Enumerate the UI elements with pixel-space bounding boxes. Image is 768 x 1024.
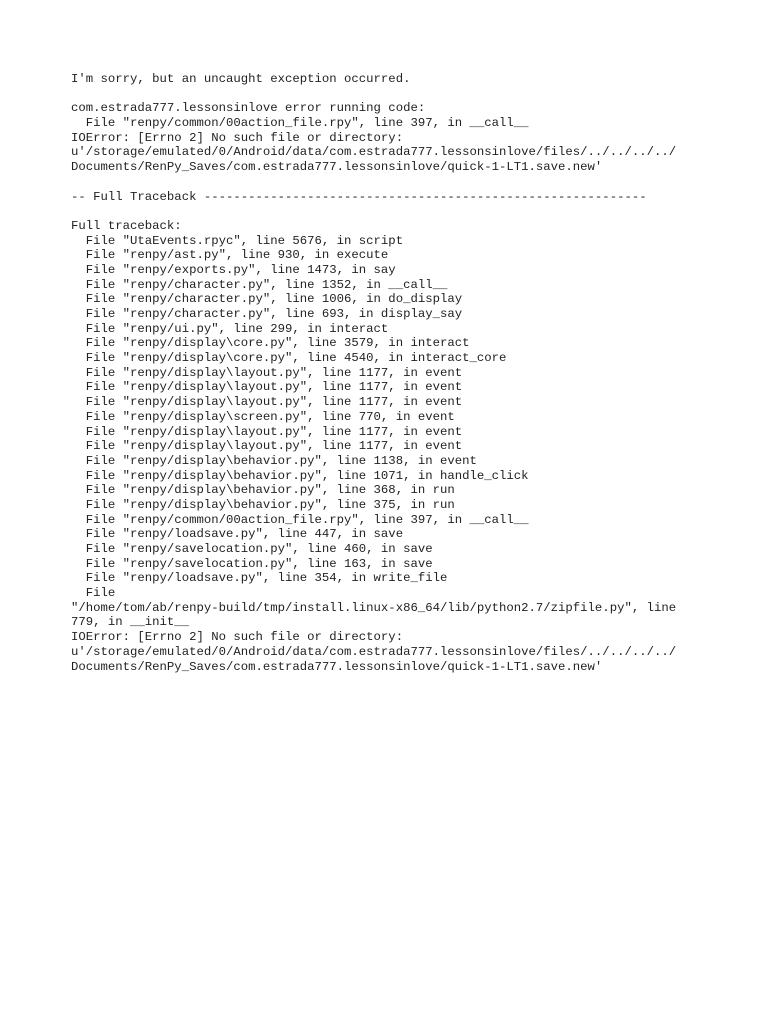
traceback-line: File "renpy/common/00action_file.rpy", line 397, in __call__: [71, 512, 529, 527]
summary-line: u'/storage/emulated/0/Android/data/com.estrada777.lessonsinlove/files/../../../../: [71, 145, 677, 160]
summary-line: IOError: [Errno 2] No such file or directory:: [71, 130, 404, 145]
traceback-line: IOError: [Errno 2] No such file or directory:: [71, 630, 404, 645]
traceback-line: 779, in __init__: [71, 615, 190, 630]
summary-line: File "renpy/common/00action_file.rpy", line 397, in __call__: [71, 116, 529, 131]
traceback-line: File "renpy/display\layout.py", line 1177, in event: [71, 380, 463, 395]
traceback-line: File: [71, 586, 116, 601]
traceback-line: File "renpy/exports.py", line 1473, in say: [71, 262, 396, 277]
traceback-title: Full traceback:: [71, 218, 182, 233]
traceback-line: File "renpy/ui.py", line 299, in interact: [71, 321, 389, 336]
traceback-line: u'/storage/emulated/0/Android/data/com.estrada777.lessonsinlove/files/../../../../: [71, 644, 677, 659]
spacer: [71, 87, 721, 102]
traceback-line: File "renpy/display\layout.py", line 1177, in event: [71, 424, 463, 439]
traceback-line: File "renpy/ast.py", line 930, in execute: [71, 248, 389, 263]
traceback-line: File "renpy/character.py", line 1352, in __call__: [71, 277, 448, 292]
traceback-line: File "UtaEvents.rpyc", line 5676, in script: [71, 233, 404, 248]
traceback-line: "/home/tom/ab/renpy-build/tmp/install.linux-x86_64/lib/python2.7/zipfile.py", line: [71, 600, 677, 615]
traceback-line: File "renpy/loadsave.py", line 354, in write_file: [71, 571, 448, 586]
summary-line: Documents/RenPy_Saves/com.estrada777.lessonsinlove/quick-1-LT1.save.new': [71, 160, 603, 175]
spacer: [71, 204, 721, 219]
error-intro: I'm sorry, but an uncaught exception occurred.: [71, 72, 411, 86]
traceback-line: File "renpy/character.py", line 693, in display_say: [71, 307, 463, 321]
traceback-lines: [71, 234, 721, 675]
traceback-line: File "renpy/display\behavior.py", line 1071, in handle_click: [71, 468, 529, 483]
traceback-line: File "renpy/display\layout.py", line 1177, in event: [71, 395, 463, 410]
traceback-line: File "renpy/display\behavior.py", line 368, in run: [71, 483, 455, 498]
traceback-line: File "renpy/savelocation.py", line 460, in save: [71, 542, 433, 556]
traceback-line: File "renpy/character.py", line 1006, in do_display: [71, 292, 463, 307]
traceback-line: File "renpy/display\layout.py", line 1177, in event: [71, 365, 463, 380]
traceback-line: File "renpy/display\layout.py", line 1177, in event: [71, 439, 463, 454]
spacer: [71, 175, 721, 190]
full-traceback-header: -- Full Traceback ------------------------------------------------------------: [71, 189, 647, 204]
traceback-line: File "renpy/display\behavior.py", line 1138, in event: [71, 453, 477, 468]
traceback-line: File "renpy/loadsave.py", line 447, in save: [71, 527, 404, 542]
traceback-line: File "renpy/savelocation.py", line 163, in save: [71, 556, 433, 571]
error-report: [71, 72, 721, 674]
traceback-line: File "renpy/display\core.py", line 4540, in interact_core: [71, 351, 507, 366]
traceback-line: File "renpy/display\behavior.py", line 375, in run: [71, 497, 455, 512]
summary-line: com.estrada777.lessonsinlove error running code:: [71, 101, 426, 116]
traceback-line: Documents/RenPy_Saves/com.estrada777.lessonsinlove/quick-1-LT1.save.new': [71, 659, 603, 674]
error-summary: [71, 101, 721, 174]
traceback-line: File "renpy/display\screen.py", line 770, in event: [71, 409, 455, 424]
traceback-line: File "renpy/display\core.py", line 3579, in interact: [71, 336, 470, 351]
